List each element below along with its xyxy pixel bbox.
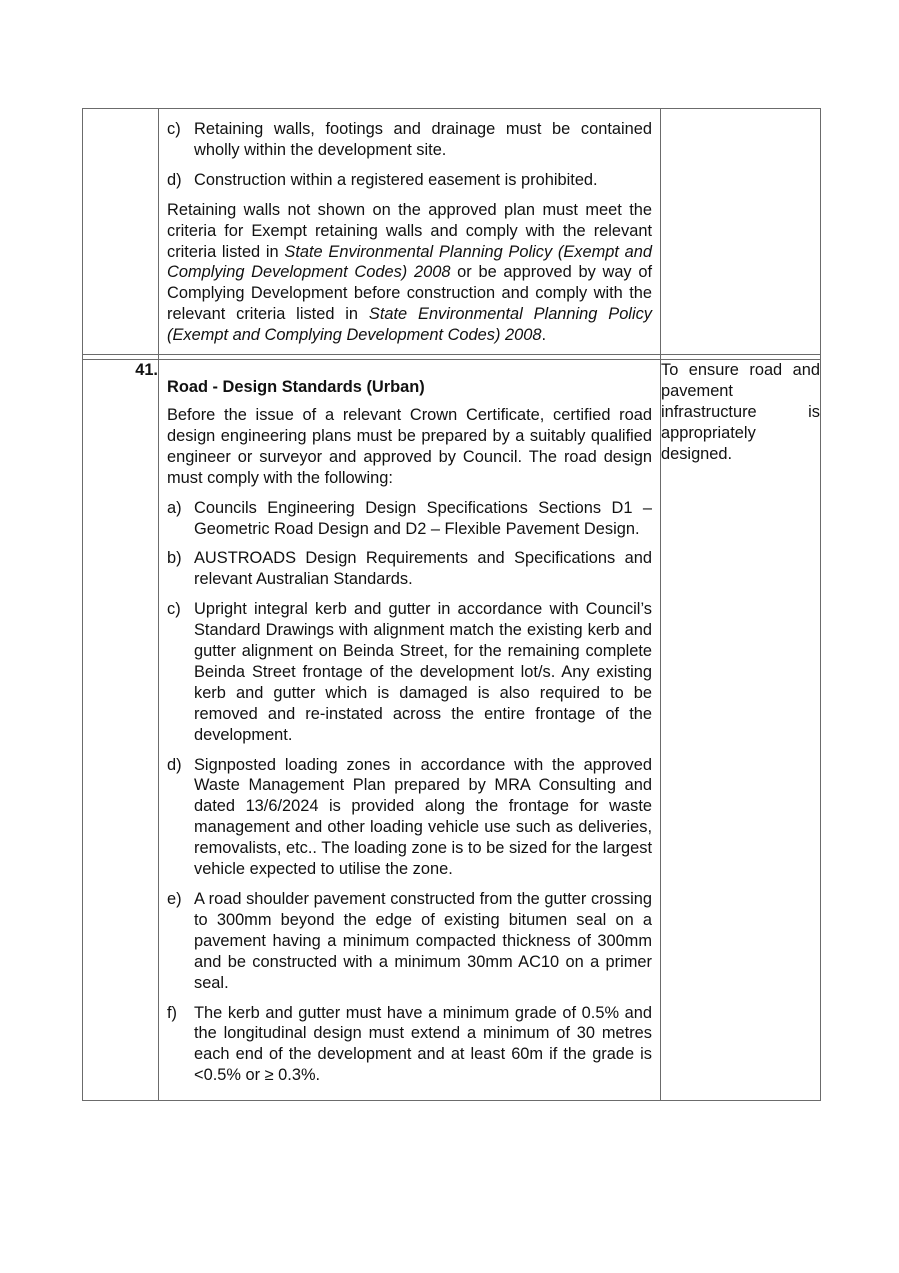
policy-citation: State Environmental Planning Policy (Exempt and Complying Development Codes) 2008 — [167, 305, 652, 345]
list-item — [167, 119, 652, 161]
policy-citation: State Environmental Planning Policy (Exempt and Complying Development Codes) 2008 — [167, 242, 652, 282]
list-item-text: Retaining walls, footings and drainage must be contained wholly within the development site. — [194, 120, 652, 159]
condition-reason-cell — [661, 109, 821, 355]
list-item-label: a) — [167, 498, 182, 517]
list-item-text: Councils Engineering Design Specifications Sections D1 – Geometric Road Design and D2 – Flexible Pavement Design. — [194, 498, 652, 538]
list-item-label: c) — [167, 120, 181, 138]
list-item-text: AUSTROADS Design Requirements and Specifications and relevant Australian Standards. — [194, 549, 652, 589]
list-item — [167, 755, 652, 880]
list-item-label: e) — [167, 890, 182, 908]
list-item — [167, 889, 652, 994]
condition-number: 41. — [83, 360, 159, 1101]
list-item — [167, 170, 652, 191]
list-item-label: d) — [167, 755, 182, 774]
paragraph-text: Retaining walls not shown on the approved plan must meet the criteria for Exempt retaining walls and comply with the relevant criteria listed in — [167, 200, 652, 261]
list-item — [167, 599, 652, 745]
list-item-label: d) — [167, 170, 182, 189]
list-item-text: Signposted loading zones in accordance with the approved Waste Management Plan prepared by MRA Consulting and dated 13/6/2024 is provided along the frontage for waste management and other loading vehicle use such as deliveries, removalists, etc.. The loading zone is to be sized for the largest vehicle expected to utilise the zone. — [194, 755, 652, 879]
condition-reason: To ensure road and pavement infrastructure is appropriately designed. — [661, 360, 821, 1101]
list-item — [167, 498, 652, 540]
list-item-text: The kerb and gutter must have a minimum grade of 0.5% and the longitudinal design must extend a minimum of 30 metres each end of the development and at least 60m if the grade is <0.5% or ≥ 0.3%. — [194, 1003, 652, 1085]
condition-title: Road - Design Standards (Urban) — [167, 378, 425, 397]
condition-text-cell — [159, 109, 661, 355]
condition-row-continued — [83, 109, 821, 355]
list-item-label: b) — [167, 549, 182, 568]
list-item-label: c) — [167, 600, 181, 619]
list-item-text: Construction within a registered easement is prohibited. — [194, 170, 598, 189]
paragraph-text: . — [541, 326, 547, 345]
conditions-table — [82, 108, 821, 1101]
condition-text-cell — [159, 360, 661, 1101]
condition-number-cell — [83, 109, 159, 355]
condition-row-41 — [83, 360, 821, 1101]
paragraph-text: or be approved by way of Complying Development before construction and comply with the relevant criteria listed in — [167, 263, 653, 324]
list-item — [167, 1003, 652, 1087]
condition-list — [167, 498, 652, 1087]
list-item-label: f) — [167, 1003, 178, 1022]
condition-intro: Before the issue of a relevant Crown Certificate, certified road design engineering plans must be prepared by a suitably qualified engineer or surveyor and approved by Council. The road design must comply with the following: — [167, 405, 652, 487]
retaining-walls-paragraph — [167, 200, 652, 346]
list-item — [167, 548, 652, 590]
list-item-text: A road shoulder pavement constructed from the gutter crossing to 300mm beyond the edge of existing bitumen seal on a pavement having a minimum compacted thickness of 300mm and be constructed with a minimum 30mm AC10 on a primer seal. — [194, 890, 652, 992]
condition-list — [167, 119, 652, 191]
list-item-text: Upright integral kerb and gutter in accordance with Council’s Standard Drawings with alignment match the existing kerb and gutter alignment on Beinda Street, for the remaining complete Beinda Street frontage of the development lot/s. Any existing kerb and gutter which is damaged is also required to be removed and re-instated across the entire frontage of the development. — [194, 600, 652, 744]
